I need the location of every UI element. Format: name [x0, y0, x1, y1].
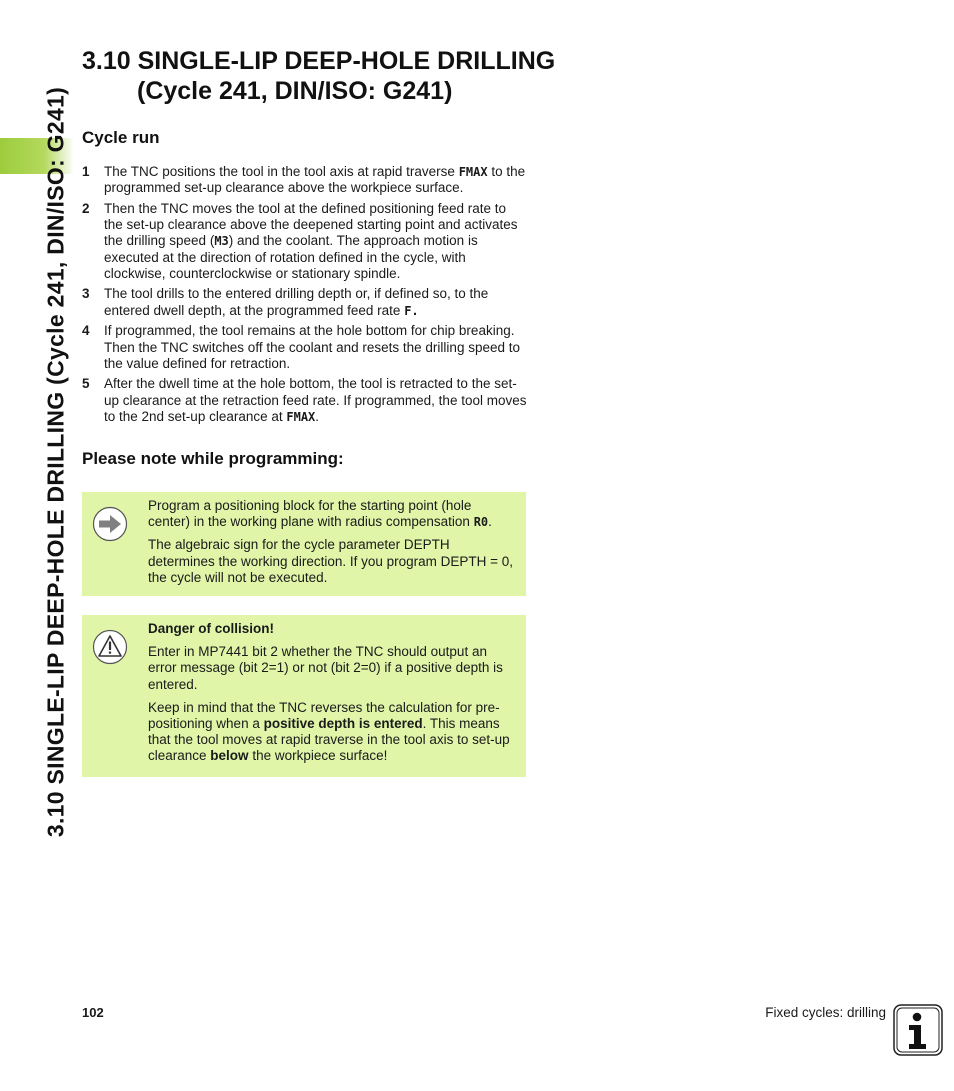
- step-code: FMAX: [458, 165, 488, 179]
- step-text: After the dwell time at the hole bottom, the tool is retracted to the set-up clearance at the retraction feed rate. If programmed, the tool moves to the 2nd set-up clearance at: [104, 376, 527, 424]
- page-title-line2: (Cycle 241, DIN/ISO: G241): [137, 77, 453, 105]
- warning-box: [82, 615, 526, 777]
- step-code: FMAX: [286, 409, 316, 424]
- note-paragraph: The algebraic sign for the cycle parameter DEPTH determines the working direction. If you program DEPTH = 0, the cycle will not be executed.: [148, 537, 514, 585]
- step-text: The TNC positions the tool in the tool axis at rapid traverse: [104, 164, 459, 179]
- step-text-tail: .: [315, 408, 320, 424]
- step-code: F.: [404, 303, 419, 318]
- step-text: Then the TNC moves the tool at the defined positioning feed rate to the set-up clearance above the deepened starting point and activates the drilling speed (: [104, 200, 518, 249]
- step-item: [82, 323, 527, 372]
- page-title-line1: 3.10 SINGLE-LIP DEEP-HOLE DRILLING: [82, 47, 556, 75]
- step-text-tail: to the programmed set-up clearance above the workpiece surface.: [104, 164, 526, 196]
- code-r0: R0: [473, 515, 489, 530]
- cycle-run-steps: [82, 164, 527, 430]
- step-text: If programmed, the tool remains at the hole bottom for chip breaking. Then the TNC switches off the coolant and resets the drilling speed to the value defined for retraction.: [104, 323, 520, 371]
- cycle-run-heading: Cycle run: [82, 128, 160, 147]
- warning-paragraph: Keep in mind that the TNC reverses the calculation for pre-positioning when a positive depth is entered. This means that the tool moves at rapid traverse in the tool axis to set-up clearance below the workpiece surface!: [148, 699, 510, 764]
- step-code: M3: [214, 234, 229, 249]
- warning-heading: Danger of collision!: [148, 621, 275, 636]
- info-icon[interactable]: [893, 1004, 943, 1056]
- step-item: [82, 164, 527, 196]
- step-number: 4: [82, 323, 90, 339]
- step-text: The tool drills to the entered drilling depth or, if defined so, to the entered dwell depth, at the programmed feed rate: [104, 286, 489, 318]
- warning-icon: [92, 629, 128, 665]
- step-item: [82, 201, 527, 282]
- step-number: 2: [82, 200, 90, 216]
- page-number: 102: [82, 1005, 104, 1020]
- step-number: 1: [82, 164, 90, 179]
- page-title: [82, 46, 555, 106]
- step-item: [82, 376, 527, 425]
- step-number: 5: [82, 376, 90, 392]
- warning-paragraph: Enter in MP7441 bit 2 whether the TNC should output an error message (bit 2=1) or not (bit 2=0) if a positive depth is entered.: [148, 644, 503, 692]
- note-heading: Please note while programming:: [82, 449, 344, 468]
- step-number: 3: [82, 286, 90, 302]
- note-paragraph: Program a positioning block for the starting point (hole center) in the working plane with radius compensation R0.: [148, 498, 492, 530]
- step-text-tail: ) and the coolant. The approach motion is executed at the direction of rotation defined in the cycle, with clockwise, counterclockwise or stationary spindle.: [104, 233, 478, 281]
- note-box: [82, 492, 526, 596]
- arrow-right-icon: [92, 506, 128, 542]
- chapter-label: Fixed cycles: drilling: [765, 1005, 886, 1020]
- side-running-title: 3.10 SINGLE-LIP DEEP-HOLE DRILLING (Cycle 241, DIN/ISO: G241): [42, 86, 69, 838]
- step-item: [82, 286, 527, 318]
